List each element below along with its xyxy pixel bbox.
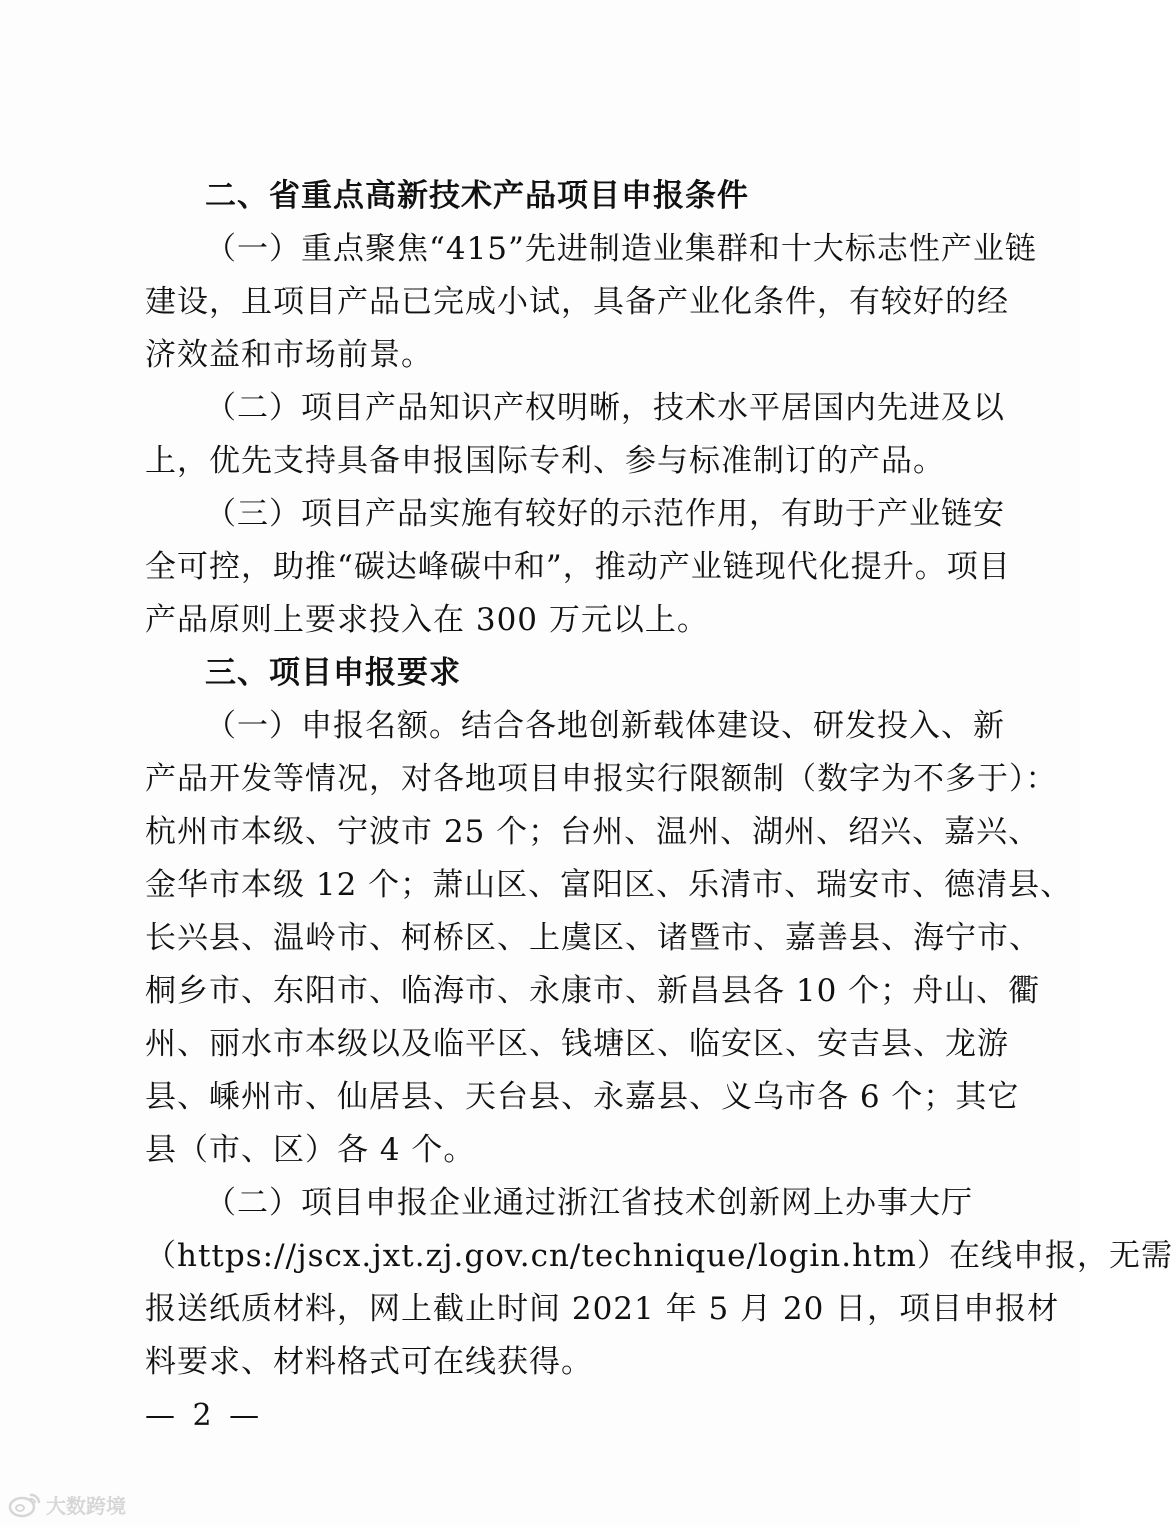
page-number: — 2 — (145, 1398, 264, 1433)
text-line: 济效益和市场前景。 (145, 337, 433, 373)
text-line: 金华市本级 12 个；萧山区、富阳区、乐清市、瑞安市、德清县、 (145, 867, 1073, 903)
section-heading: 三、项目申报要求 (205, 655, 461, 691)
text-line: 建设，且项目产品已完成小试，具备产业化条件，有较好的经 (145, 284, 1009, 320)
weibo-icon (8, 1492, 42, 1518)
text-line: 州、丽水市本级以及临平区、钱塘区、临安区、安吉县、龙游 (145, 1026, 1009, 1062)
text-line: （二）项目申报企业通过浙江省技术创新网上办事大厅 (205, 1185, 973, 1221)
text-line: 料要求、材料格式可在线获得。 (145, 1344, 593, 1380)
text-line: （https://jscx.jxt.zj.gov.cn/technique/login.htm）在线申报，无需 (145, 1238, 1173, 1274)
text-line: 杭州市本级、宁波市 25 个；台州、温州、湖州、绍兴、嘉兴、 (145, 814, 1041, 850)
text-line: （三）项目产品实施有较好的示范作用，有助于产业链安 (205, 496, 1005, 532)
text-line: 上，优先支持具备申报国际专利、参与标准制订的产品。 (145, 443, 945, 479)
text-line: 桐乡市、东阳市、临海市、永康市、新昌县各 10 个；舟山、衢 (145, 973, 1041, 1009)
text-line: 产品原则上要求投入在 300 万元以上。 (145, 602, 709, 638)
text-line: 县（市、区）各 4 个。 (145, 1132, 476, 1168)
text-line: 长兴县、温岭市、柯桥区、上虞区、诸暨市、嘉善县、海宁市、 (145, 920, 1041, 956)
text-line: （一）申报名额。结合各地创新载体建设、研发投入、新 (205, 708, 1005, 744)
text-line: （二）项目产品知识产权明晰，技术水平居国内先进及以 (205, 390, 1005, 426)
document-body (145, 170, 1173, 1389)
watermark (8, 1490, 126, 1519)
text-line: 报送纸质材料，网上截止时间 2021 年 5 月 20 日，项目申报材 (145, 1291, 1060, 1327)
text-line: 全可控，助推“碳达峰碳中和”，推动产业链现代化提升。项目 (145, 549, 1011, 585)
text-line: （一）重点聚焦“415”先进制造业集群和十大标志性产业链 (205, 231, 1037, 267)
text-line: 产品开发等情况，对各地项目申报实行限额制（数字为不多于）： (145, 761, 1058, 797)
watermark-text: 大数跨境 (46, 1494, 126, 1518)
section-heading: 二、省重点高新技术产品项目申报条件 (205, 178, 749, 214)
text-line: 县、嵊州市、仙居县、天台县、永嘉县、义乌市各 6 个；其它 (145, 1079, 1020, 1115)
